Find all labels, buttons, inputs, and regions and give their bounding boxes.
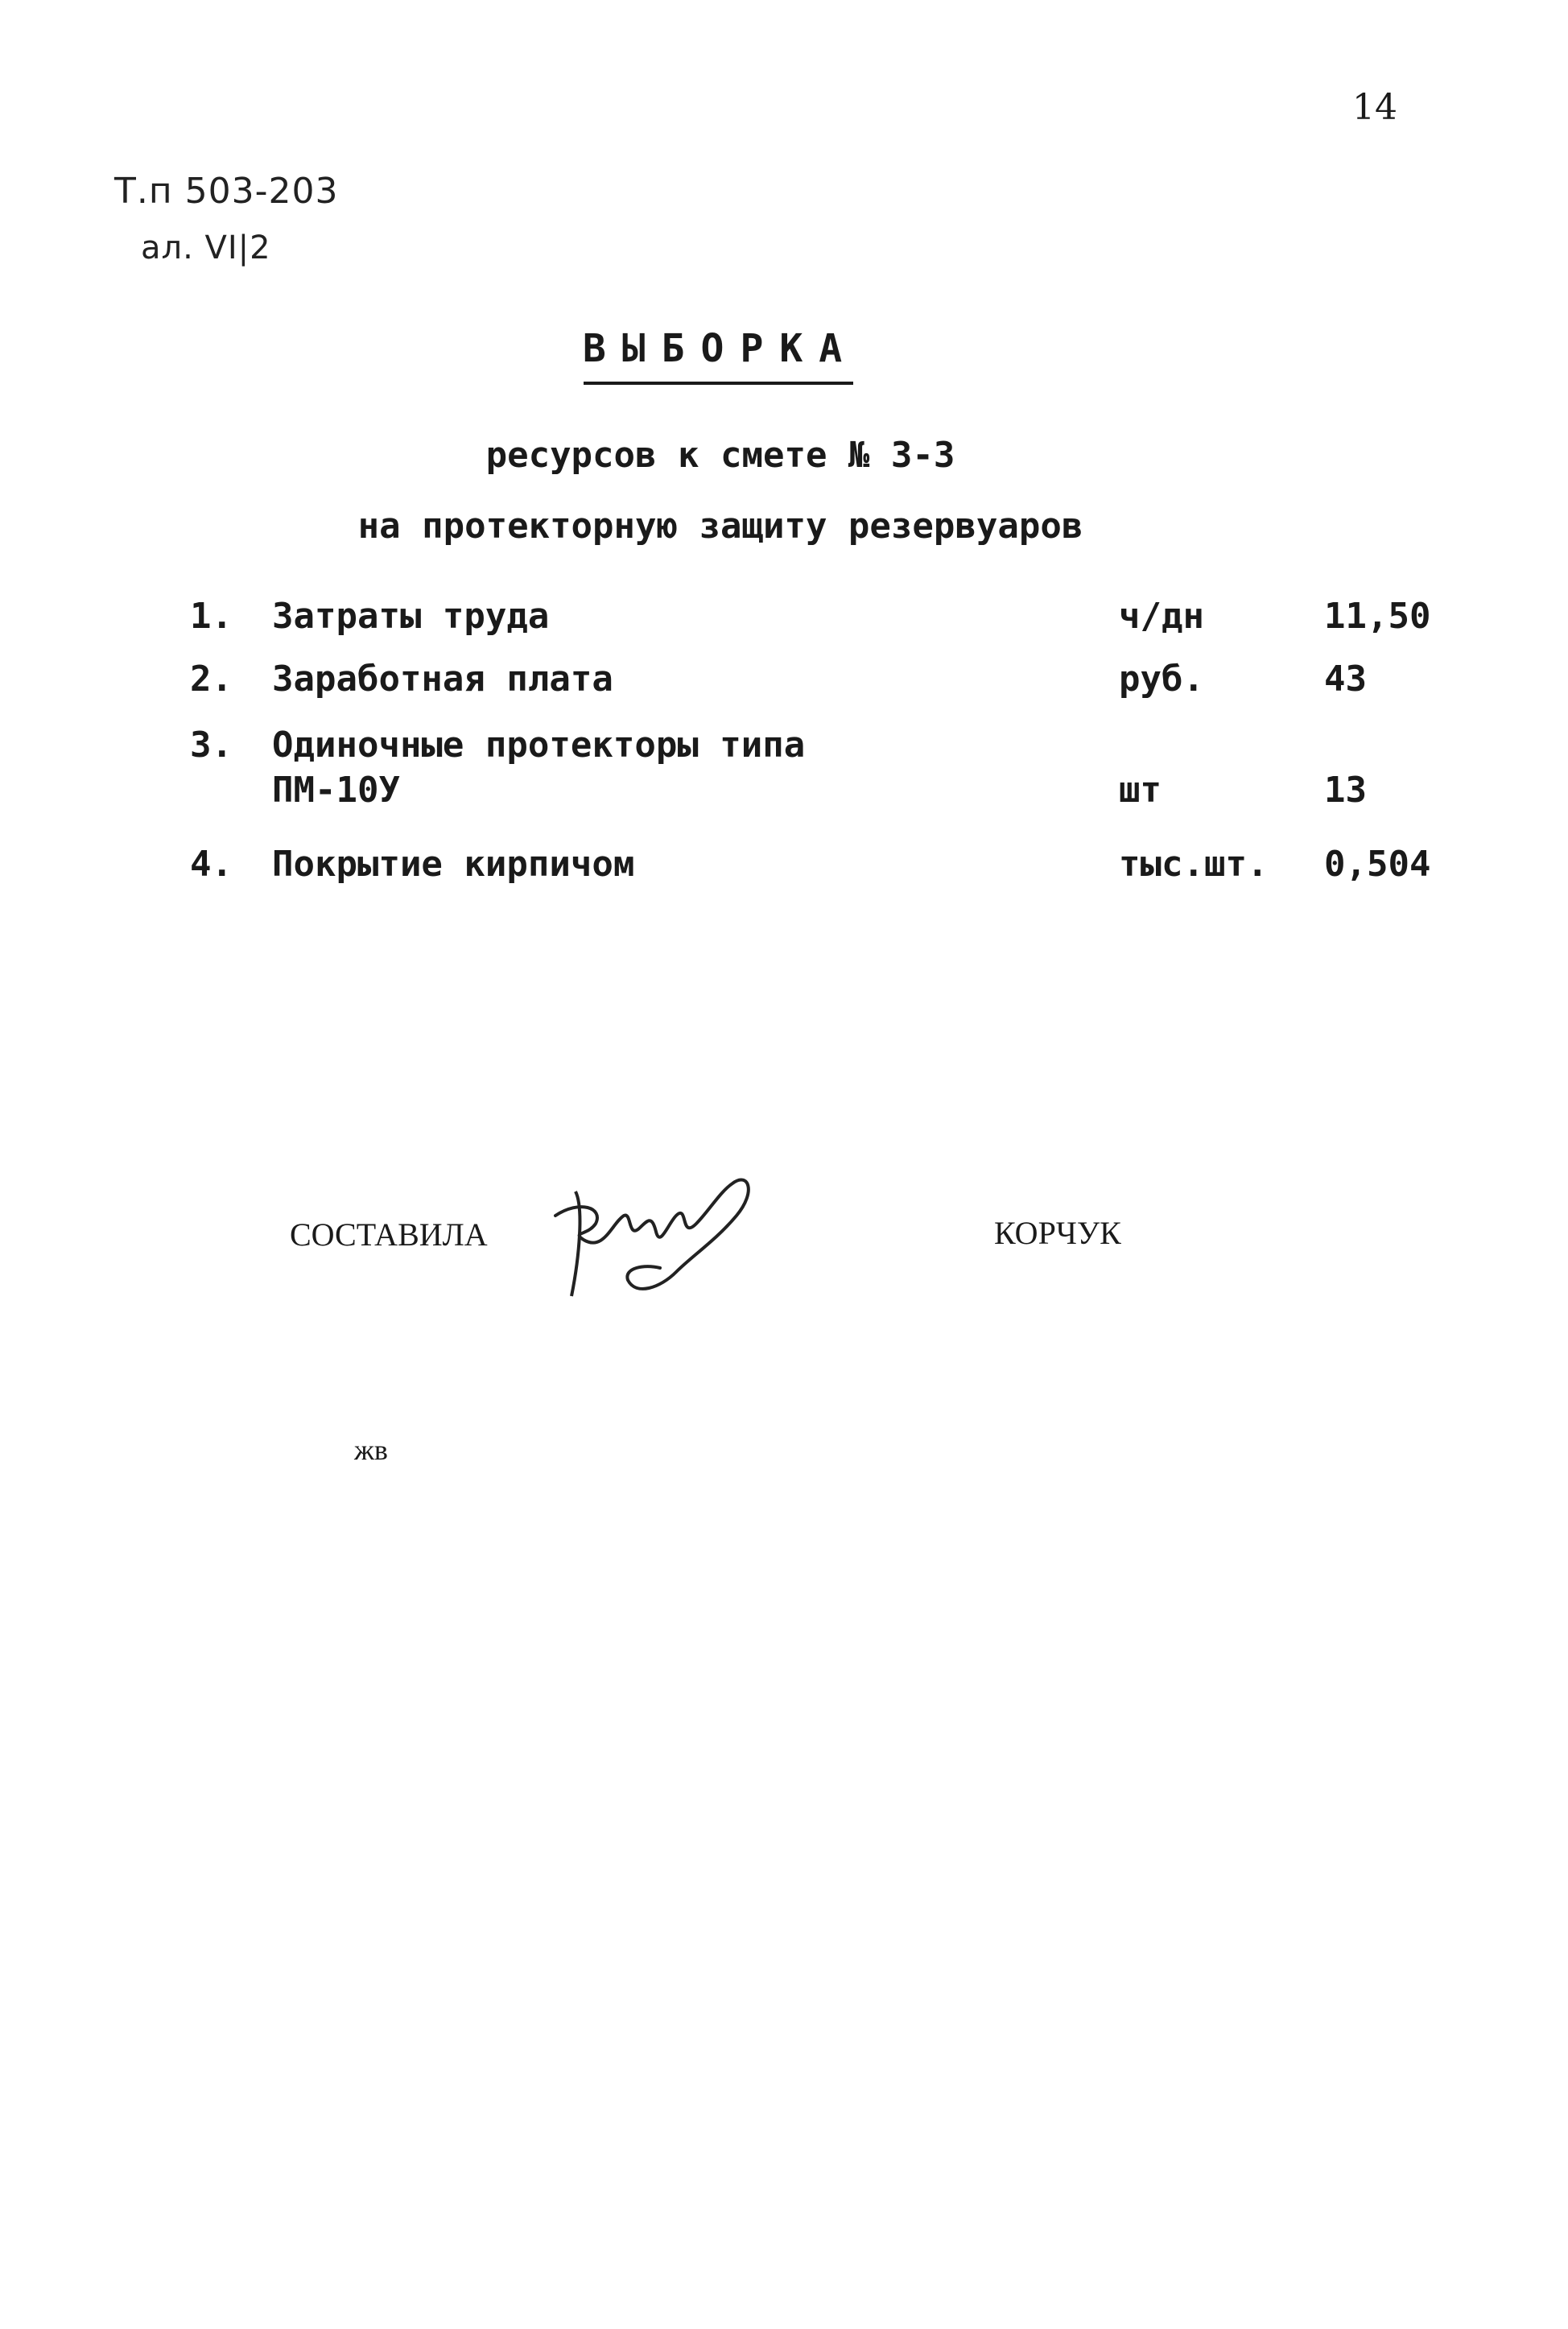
item-name-continuation: ПМ-10У	[272, 770, 400, 811]
item-unit: шт	[1119, 770, 1162, 811]
subtitle-line-1: ресурсов к смете № 3-3	[485, 435, 955, 476]
item-value: 11,50	[1324, 596, 1431, 637]
item-value: 0,504	[1324, 844, 1431, 885]
item-unit: руб.	[1119, 659, 1204, 700]
item-name: Заработная плата	[272, 659, 613, 700]
page-number: 14	[1352, 87, 1397, 128]
compiled-by-label: СОСТАВИЛА	[290, 1216, 488, 1253]
item-name: Затраты труда	[272, 596, 550, 637]
subtitle-line-2: на протекторную защиту резервуаров	[357, 506, 1083, 547]
item-unit: тыс.шт.	[1119, 844, 1269, 885]
item-name: Покрытие кирпичом	[272, 844, 635, 885]
item-number: 4.	[190, 844, 233, 885]
item-number: 2.	[190, 659, 233, 700]
item-unit: ч/дн	[1119, 596, 1204, 637]
project-code: Т.п 503-203	[114, 171, 339, 212]
album-reference: ал. VI|2	[141, 229, 271, 266]
title-underline	[584, 382, 853, 385]
item-value: 13	[1324, 770, 1367, 811]
document-title: ВЫБОРКА	[582, 326, 859, 371]
typist-initials: жв	[354, 1434, 388, 1466]
item-number: 3.	[190, 725, 233, 766]
item-value: 43	[1324, 659, 1367, 700]
item-name: Одиночные протекторы типа	[272, 725, 806, 766]
compiled-by-name: КОРЧУК	[994, 1215, 1121, 1251]
signature	[547, 1159, 789, 1304]
item-number: 1.	[190, 596, 233, 637]
